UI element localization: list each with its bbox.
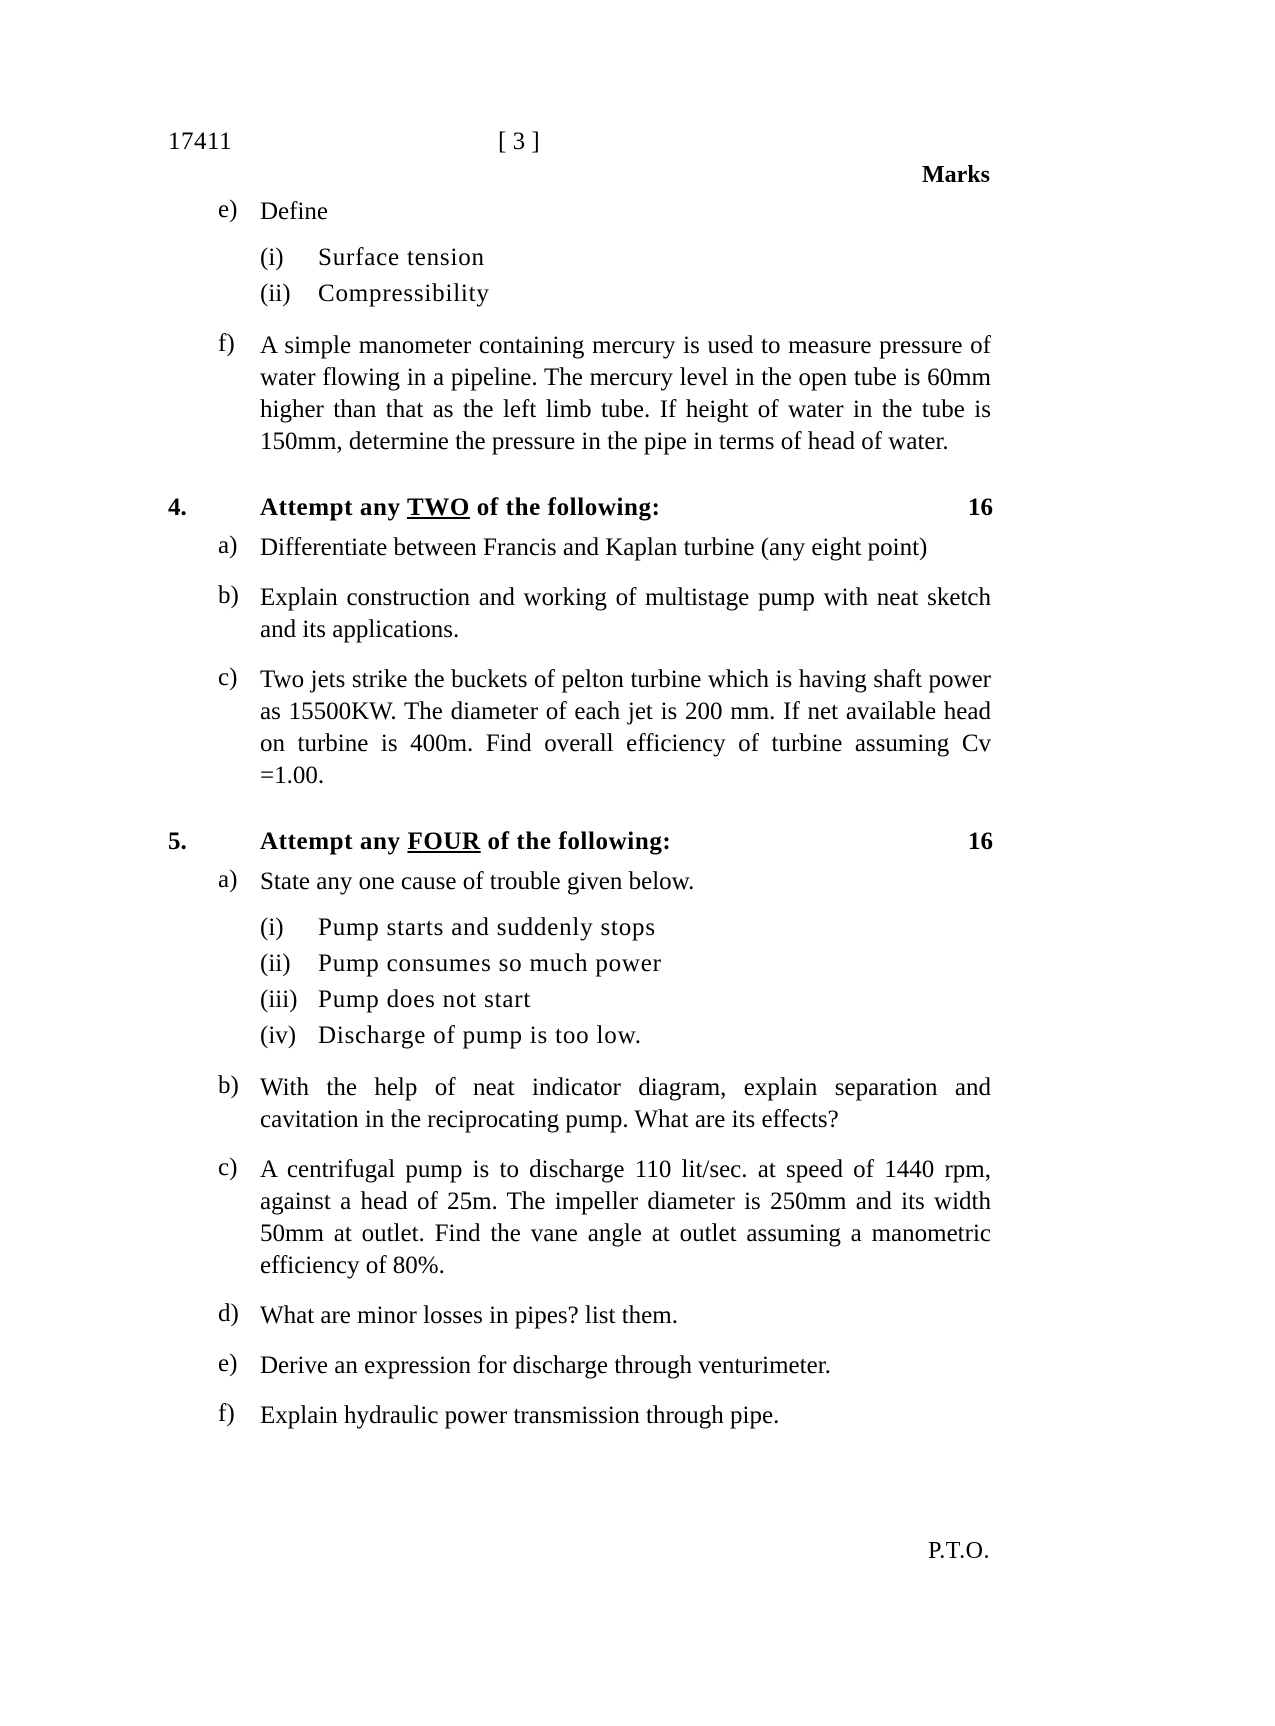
question-block-5	[168, 828, 993, 1432]
item-text: Explain hydraulic power transmission through pipe.	[260, 1402, 780, 1429]
sub-item-label: (ii)	[260, 950, 291, 977]
item-label: e)	[218, 1350, 238, 1377]
sub-item-label: (i)	[260, 914, 284, 941]
question-body	[168, 196, 993, 1434]
question-heading	[168, 494, 993, 522]
prompt-prefix: Attempt any	[260, 828, 408, 855]
sub-item-label: (ii)	[260, 280, 291, 307]
prompt-suffix: of the following:	[469, 494, 661, 521]
list-item	[168, 196, 993, 228]
sub-item-text: Compressibility	[318, 280, 490, 307]
sub-list-item	[168, 950, 993, 978]
list-item	[168, 866, 993, 898]
item-text: Derive an expression for discharge through venturimeter.	[260, 1352, 831, 1379]
item-label: a)	[218, 866, 238, 893]
sub-item-label: (iv)	[260, 1022, 297, 1049]
list-item	[168, 1300, 993, 1332]
page-number: [ 3 ]	[498, 128, 540, 155]
marks-column-label: Marks	[922, 162, 990, 188]
item-text: Differentiate between Francis and Kaplan turbine (any eight point)	[260, 534, 928, 561]
item-text: What are minor losses in pipes? list them.	[260, 1302, 678, 1329]
question-marks: 16	[968, 494, 993, 521]
list-item	[168, 1400, 993, 1432]
item-label: f)	[218, 330, 235, 357]
paper-code: 17411	[168, 128, 233, 155]
item-label: a)	[218, 532, 238, 559]
question-marks: 16	[968, 828, 993, 855]
sub-item-text: Pump does not start	[318, 986, 532, 1013]
sub-item-text: Pump consumes so much power	[318, 950, 662, 977]
item-label: c)	[218, 664, 238, 691]
list-item	[168, 1154, 993, 1282]
item-label: e)	[218, 196, 238, 223]
prompt-suffix: of the following:	[480, 828, 672, 855]
question-prompt	[260, 494, 953, 522]
item-label: f)	[218, 1400, 235, 1427]
sub-list-item	[168, 244, 993, 272]
item-text: State any one cause of trouble given below.	[260, 868, 695, 895]
item-label: b)	[218, 1072, 239, 1099]
sub-item-label: (i)	[260, 244, 284, 271]
page-turn-note: P.T.O.	[928, 1538, 990, 1564]
list-item	[168, 582, 993, 646]
sub-list-item	[168, 986, 993, 1014]
question-heading	[168, 828, 993, 856]
item-label: b)	[218, 582, 239, 609]
item-text: Two jets strike the buckets of pelton turbine which is having shaft power as 15500KW. The diameter of each jet is 200 mm. If net available head on turbine is 400m. Find overall efficiency of turbine assuming Cv =1.00.	[260, 666, 991, 789]
item-text: Define	[260, 198, 329, 225]
item-label: d)	[218, 1300, 239, 1327]
prompt-emphasis: TWO	[407, 494, 470, 521]
sub-list-item	[168, 280, 993, 308]
list-item	[168, 330, 993, 458]
list-item	[168, 1072, 993, 1136]
sub-item-text: Pump starts and suddenly stops	[318, 914, 656, 941]
prompt-emphasis: FOUR	[407, 828, 481, 855]
sub-item-text: Discharge of pump is too low.	[318, 1022, 642, 1049]
item-text: A simple manometer containing mercury is used to measure pressure of water flowing in a pipeline. The mercury level in the open tube is 60mm higher than that as the left limb tube. If height of water in the tube is 150mm, determine the pressure in the pipe in terms of head of water.	[260, 332, 991, 455]
prompt-prefix: Attempt any	[260, 494, 408, 521]
page-header	[168, 128, 998, 162]
item-label: c)	[218, 1154, 238, 1181]
sub-item-label: (iii)	[260, 986, 298, 1013]
question-number: 4.	[168, 494, 187, 521]
question-number: 5.	[168, 828, 187, 855]
sub-list-item	[168, 914, 993, 942]
list-item	[168, 1350, 993, 1382]
list-item	[168, 532, 993, 564]
continued-question-block	[168, 196, 993, 458]
sub-item-text: Surface tension	[318, 244, 485, 271]
item-text: With the help of neat indicator diagram, explain separation and cavitation in the reciprocating pump. What are its effects?	[260, 1074, 991, 1133]
list-item	[168, 664, 993, 792]
question-prompt	[260, 828, 953, 856]
item-text: A centrifugal pump is to discharge 110 lit/sec. at speed of 1440 rpm, against a head of 25m. The impeller diameter is 250mm and its width 50mm at outlet. Find the vane angle at outlet assuming a manometric efficiency of 80%.	[260, 1156, 991, 1279]
question-block-4	[168, 494, 993, 792]
sub-list-item	[168, 1022, 993, 1050]
item-text: Explain construction and working of multistage pump with neat sketch and its applications.	[260, 584, 991, 643]
